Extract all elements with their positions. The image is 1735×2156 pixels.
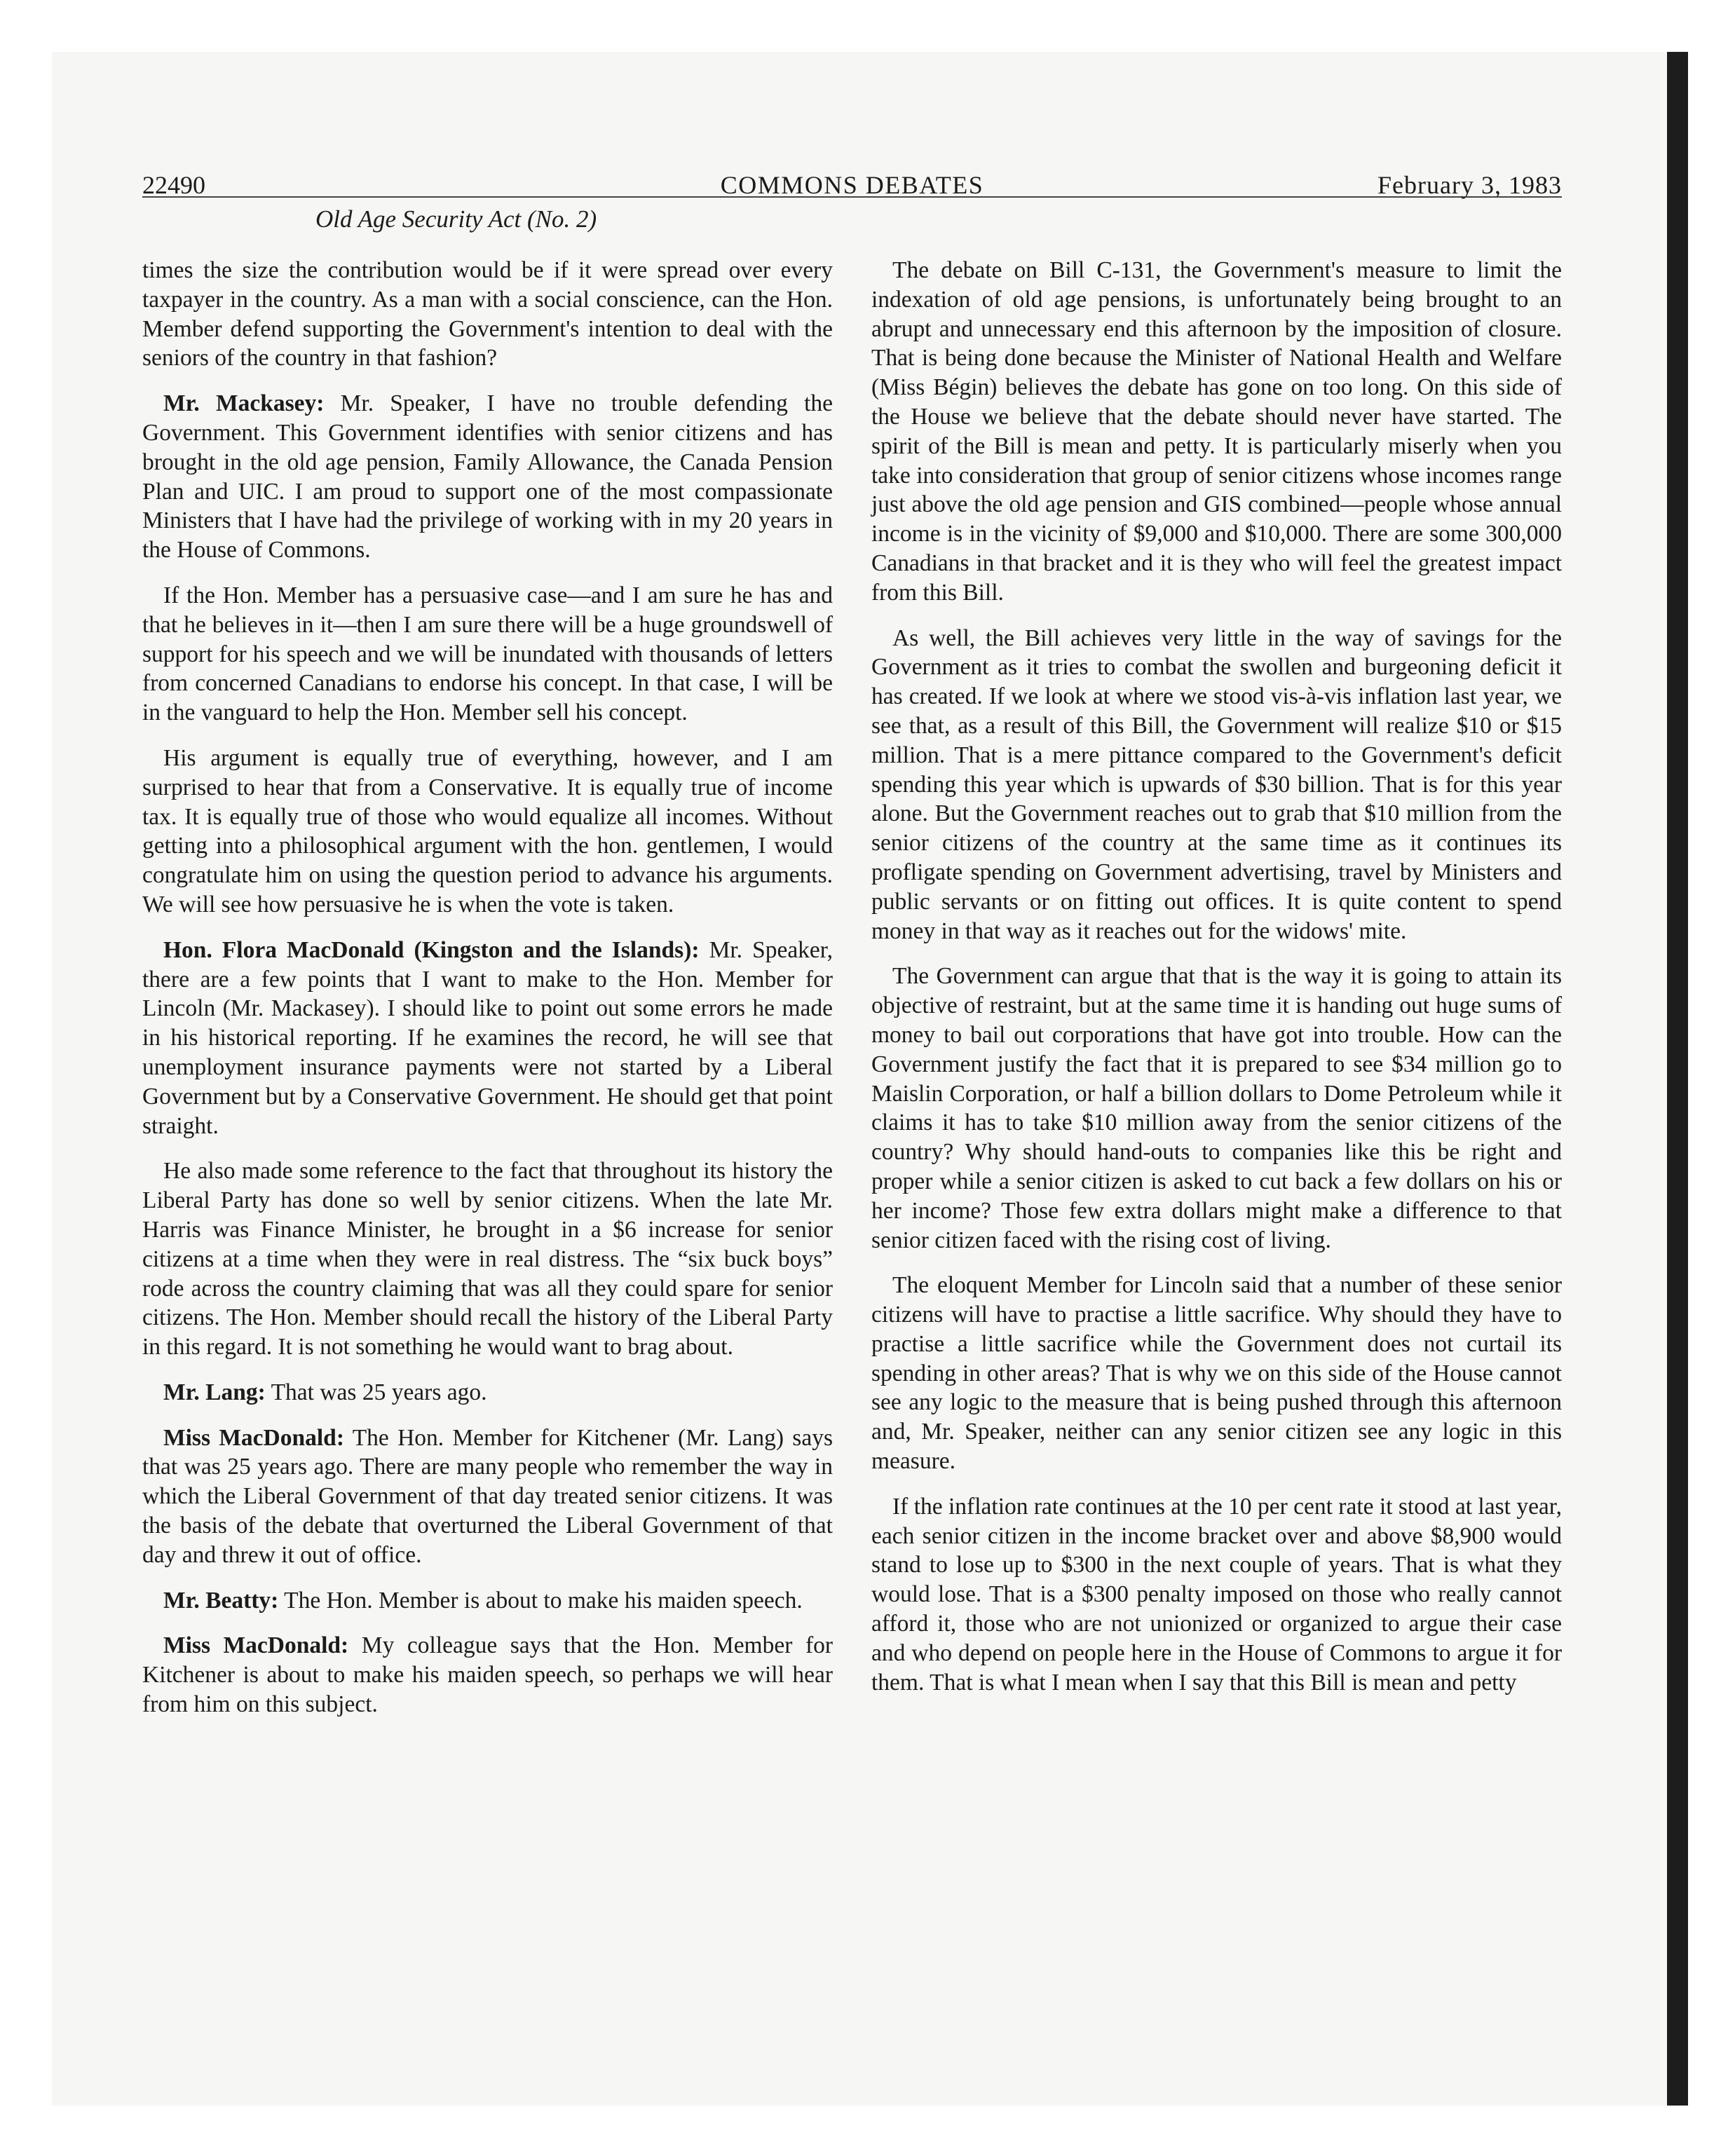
paragraph — [871, 1271, 1562, 1476]
paragraph — [142, 1631, 833, 1719]
paragraph — [871, 624, 1562, 946]
speaker-name: Hon. Flora MacDonald (Kingston and the Islands): — [163, 936, 700, 963]
paragraph — [142, 1424, 833, 1570]
paragraph — [871, 962, 1562, 1255]
paragraph — [142, 1378, 833, 1407]
speaker-name: Mr. Lang: — [163, 1379, 266, 1405]
speaker-name: Mr. Mackasey: — [163, 390, 325, 417]
speaker-name: Miss MacDonald: — [163, 1424, 344, 1451]
paragraph-text: He also made some reference to the fact that throughout its history the Liberal Party has done so well by senior citizens. When the late Mr. Harris was Finance Minister, he brought in a $6 increase for senior citizens at a time when they were in real distress. The “six buck boys” rode across the country claiming that was all they could spare for senior citizens. The Hon. Member should recall the history of the Liberal Party in this regard. It is not something he would want to brag about. — [142, 1158, 833, 1360]
paragraph-text: times the size the contribution would be if it were spread over every taxpayer in the country. As a man with a social conscience, can the Hon. Member defend supporting the Government's intention to deal with the seniors of the country in that fashion? — [142, 257, 833, 371]
page-number: 22490 — [142, 171, 205, 199]
paragraph — [142, 581, 833, 728]
paragraph-text: If the inflation rate continues at the 10 per cent rate it stood at last year, each senior citizen in the income bracket over and above $8,900 would stand to lose up to $300 in the next couple of years. That is what they would lose. That is a $300 penalty imposed on those who really cannot afford it, those who are not unionized or organized to argue their case and who depend on people here in the House of Commons to argue it for them. That is what I mean when I say that this Bill is mean and petty — [871, 1493, 1562, 1696]
paragraph-text: If the Hon. Member has a persuasive case—and I am sure he has and that he believes in it—then I am sure there will be a huge groundswell of support for his speech and we will be inundated with thousands of letters from concerned Canadians to endorse his concept. In that case, I will be in the vanguard to help the Hon. Member sell his concept. — [142, 582, 833, 726]
paragraph — [142, 744, 833, 920]
paragraph — [142, 936, 833, 1141]
paragraph-text: As well, the Bill achieves very little in the way of savings for the Government as it tries to combat the swollen and burgeoning deficit it has created. If we look at where we stood vis-à-vis inflation last year, we see that, as a result of this Bill, the Government will realize $10 or $15 million. That is a mere pittance compared to the Government's deficit spending this year which is upwards of $30 billion. That is for this year alone. But the Government reaches out to grab that $10 million from the senior citizens of the country at the same time as it continues its profligate spending on Government advertising, travel by Ministers and public servants or on fitting out offices. It is quite content to spend money in that way as it reaches out for the widows' mite. — [871, 625, 1562, 944]
paragraph — [871, 1492, 1562, 1698]
paragraph — [871, 256, 1562, 608]
paragraph-text: The debate on Bill C-131, the Government's measure to limit the indexation of old age pensions, is unfortunately being brought to an abrupt and unnecessary end this afternoon by the imposition of closure. That is being done because the Minister of National Health and Welfare (Miss Bégin) believes the debate has gone on too long. On this side of the House we believe that the debate should never have started. The spirit of the Bill is mean and petty. It is particularly miserly when you take into consideration that group of senior citizens whose incomes range just above the old age pension and GIS combined—people whose annual income is in the vicinity of $9,000 and $10,000. There are some 300,000 Canadians in that bracket and it is they who will feel the greatest impact from this Bill. — [871, 257, 1562, 606]
left-column — [142, 256, 833, 1735]
speaker-name: Miss MacDonald: — [163, 1632, 349, 1659]
paragraph-text: The eloquent Member for Lincoln said that a number of these senior citizens will have to practise a little sacrifice. Why should they have to practise a little sacrifice while the Government does not curtail its spending in other areas? That is why we on this side of the House cannot see any logic to the measure that is being pushed through this afternoon and, Mr. Speaker, neither can any senior citizen see any logic in this measure. — [871, 1272, 1562, 1475]
scan-edge-shadow — [1667, 52, 1688, 2106]
paragraph-text: The Hon. Member for Kitchener (Mr. Lang) says that was 25 years ago. There are many people who remember the way in which the Liberal Government of that day treated senior citizens. It was the basis of the debate that overturned the Liberal Government of that day and threw it out of office. — [142, 1424, 834, 1568]
paragraph-text: Mr. Speaker, there are a few points that I want to make to the Hon. Member for Lincoln (Mr. Mackasey). I should like to point out some errors he made in his historical reporting. If he examines the record, he will see that unemployment insurance payments were not started by a Liberal Government but by a Conservative Government. He should get that point straight. — [142, 936, 833, 1139]
paragraph-text: His argument is equally true of everything, however, and I am surprised to hear that from a Conservative. It is equally true of income tax. It is equally true of those who would equalize all incomes. Without getting into a philosophical argument with the hon. gentlemen, I would congratulate him on using the question period to advance his arguments. We will see how persuasive he is when the vote is taken. — [142, 744, 833, 917]
issue-date: February 3, 1983 — [1377, 171, 1562, 199]
header-rule — [142, 196, 1562, 198]
right-column — [871, 256, 1562, 1713]
paragraph — [142, 256, 833, 373]
paragraph-text: Mr. Speaker, I have no trouble defending the Government. This Government identifies with senior citizens and has brought in the old age pension, Family Allowance, the Canada Pension Plan and UIC. I am proud to support one of the most compassionate Ministers that I have had the privilege of working with in my 20 years in the House of Commons. — [142, 390, 834, 564]
paragraph — [142, 1157, 833, 1362]
speaker-name: Mr. Beatty: — [163, 1587, 279, 1613]
paragraph — [142, 389, 833, 565]
journal-title: COMMONS DEBATES — [720, 171, 984, 199]
page-header — [142, 160, 1562, 198]
paragraph-text: That was 25 years ago. — [271, 1379, 487, 1405]
running-head: Old Age Security Act (No. 2) — [315, 205, 597, 233]
paragraph-text: The Government can argue that that is the way it is going to attain its objective of restraint, but at the same time it is handing out huge sums of money to bail out corporations that have got into trouble. How can the Government justify the fact that it is prepared to see $34 million go to Maislin Corporation, or half a billion dollars to Dome Petroleum while it claims it has to take $10 million away from the senior citizens of the country? Why should hand-outs to companies like this be right and proper while a senior citizen is asked to cut back a few dollars on his or her income? Those few extra dollars might make a difference to that senior citizen faced with the rising cost of living. — [871, 963, 1562, 1253]
paragraph-text: The Hon. Member is about to make his maiden speech. — [284, 1587, 803, 1613]
paragraph-text: My colleague says that the Hon. Member for Kitchener is about to make his maiden speech, so perhaps we will hear from him on this subject. — [142, 1632, 834, 1718]
paragraph — [142, 1586, 833, 1616]
